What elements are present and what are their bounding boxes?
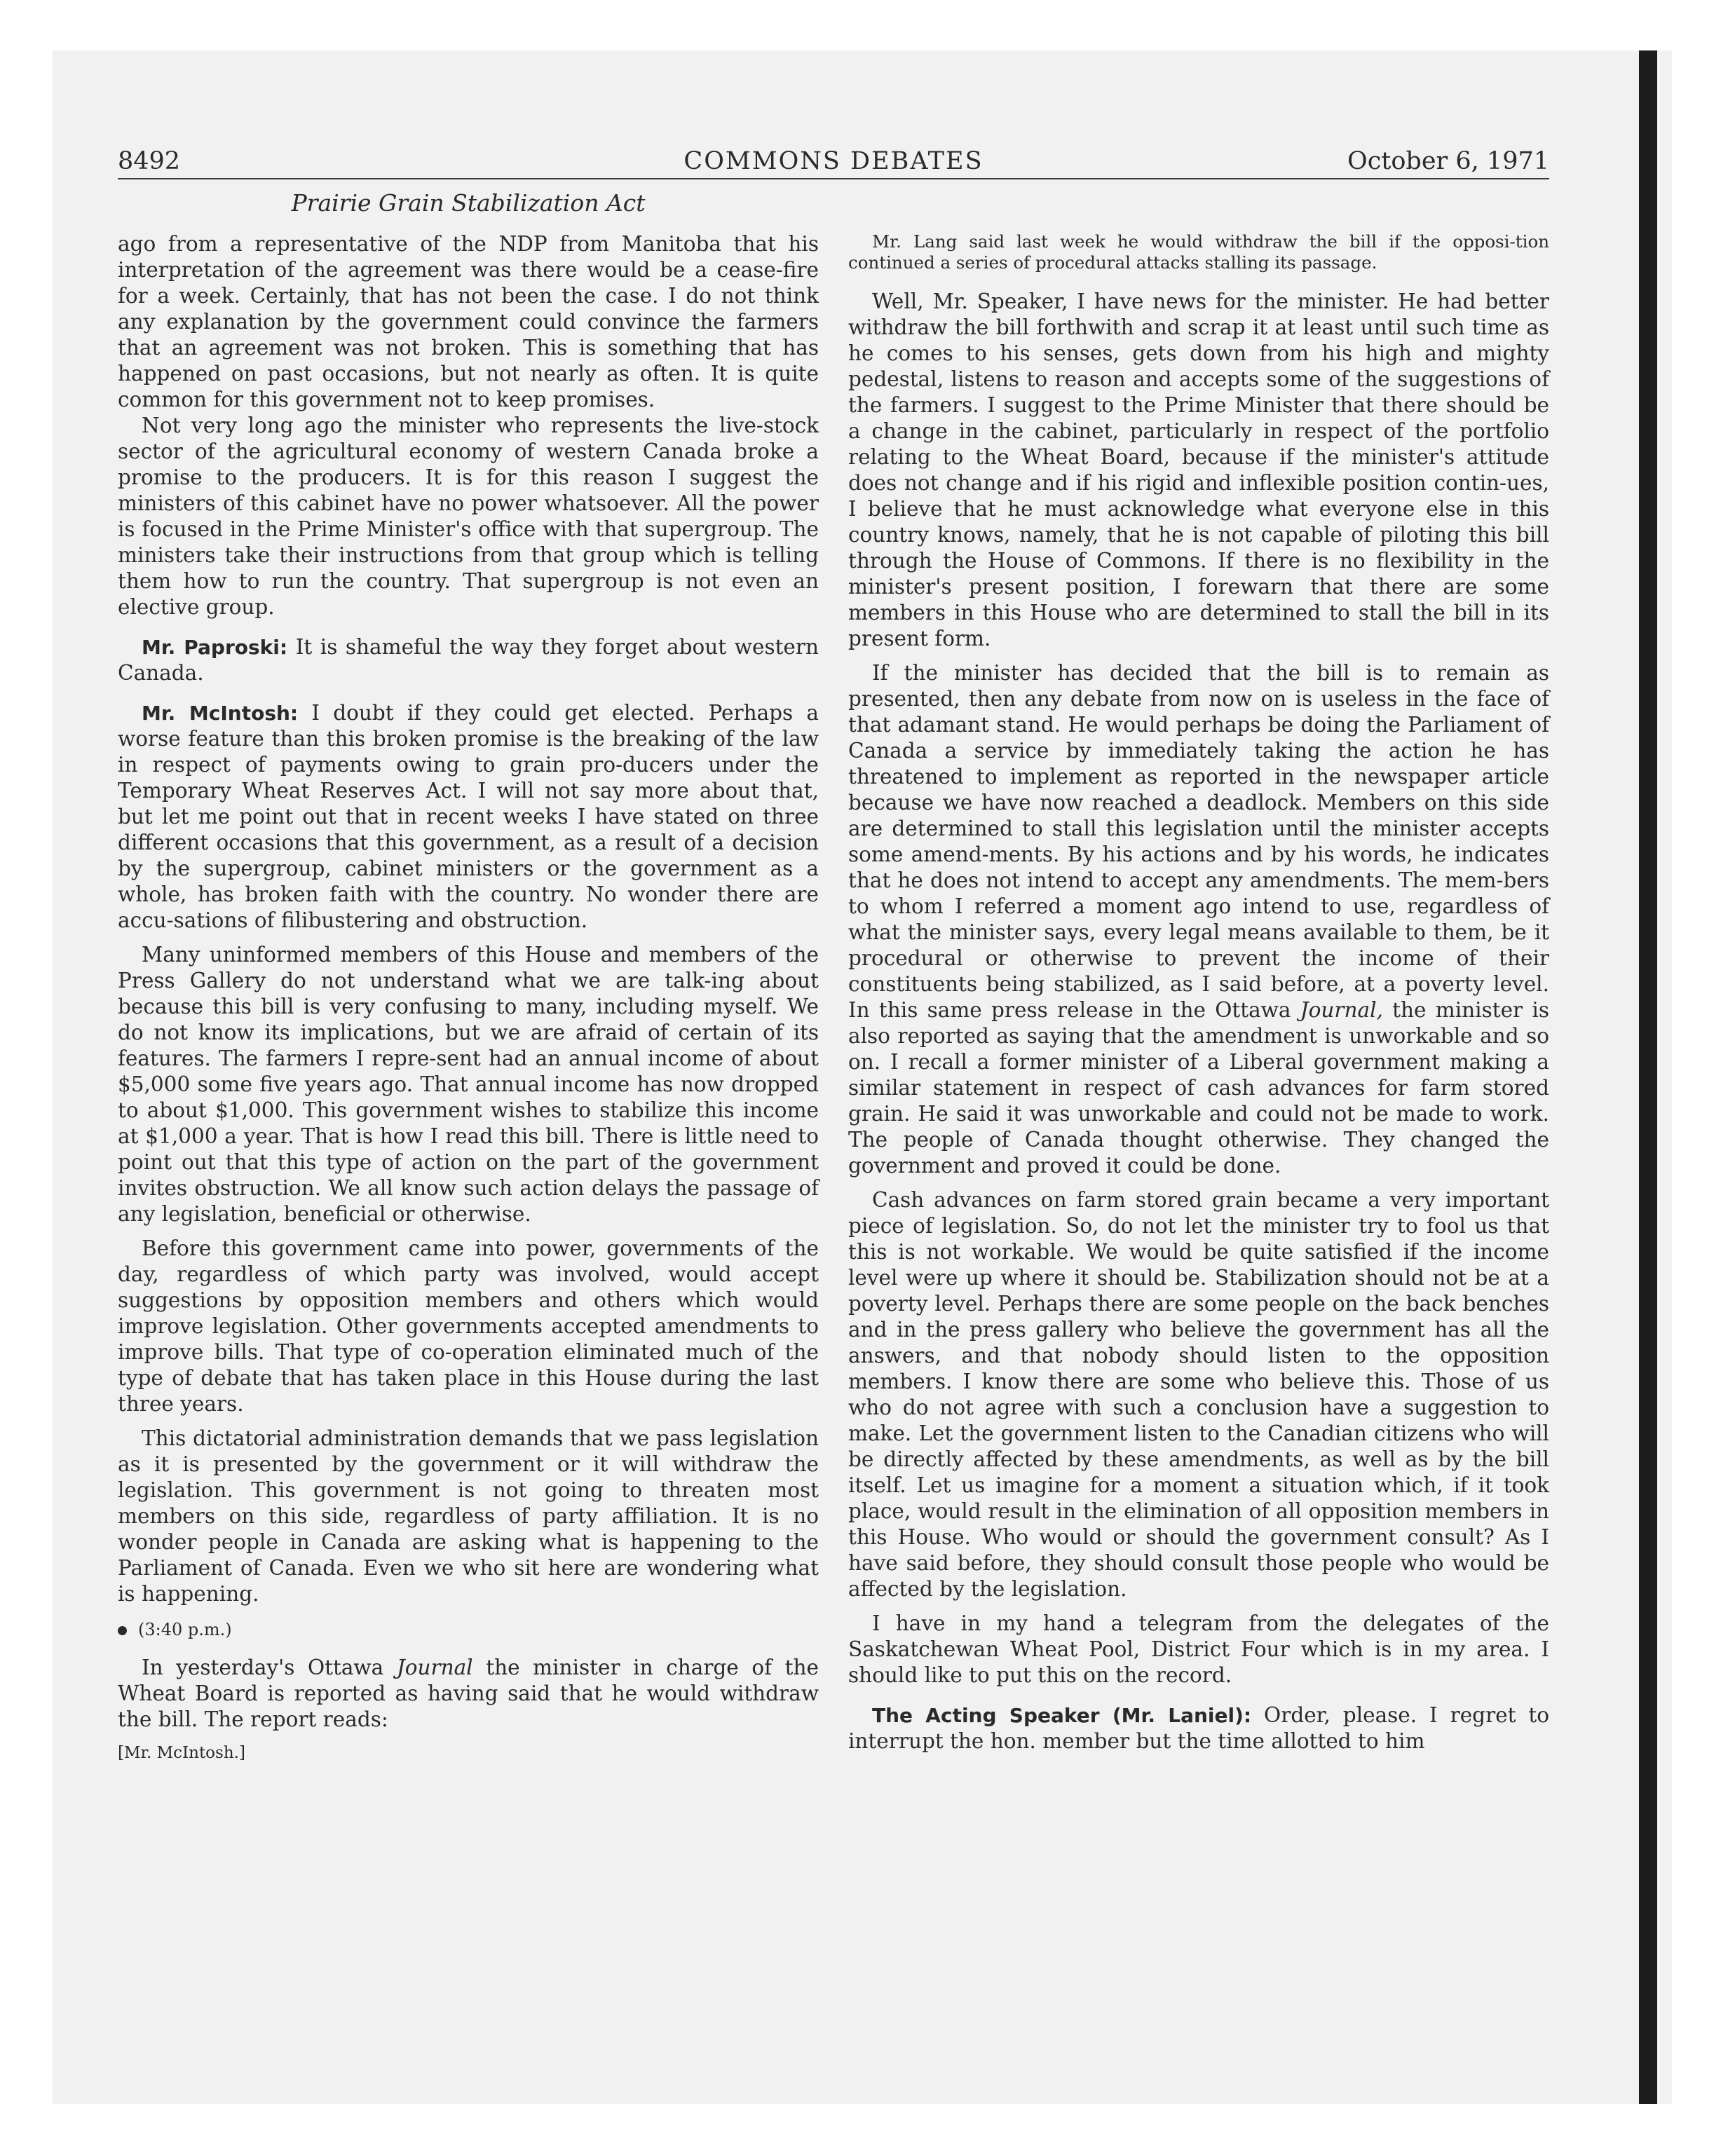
paragraph: ago from a representative of the NDP from Manitoba that his interpretation of the agreement was there would be a cease-fire for a week. Certainly, that has not been the case. I do not think any explanation by the government could convince the farmers that an agreement was not broken. This is something that has happened on past occasions, but not nearly as often. It is quite common for this government not to keep promises. (118, 232, 819, 411)
page-date: October 6, 1971 (1347, 147, 1549, 175)
speech-text: I doubt if they could get elected. Perhaps a worse feature than this broken promise is the breaking of the law in respect of payments owing to grain pro-ducers under the Temporary Wheat Reserves Act. I will not say more about that, but let me point out that in recent weeks I have stated on three different occasions that this government, as a result of a decision by the supergroup, cabinet ministers or the government as a whole, has broken faith with the country. No wonder there are accu-sations of filibustering and obstruction. (118, 701, 819, 932)
paragraph: Cash advances on farm stored grain became a very important piece of legislation. So, do not let the minister try to fool us that this is not workable. We would be quite satisfied if the income level were up where it should be. Stabilization should not be at a poverty level. Perhaps there are some people on the back benches and in the press gallery who believe the government has all the answers, and that nobody should listen to the opposition members. I know there are some who believe this. Those of us who do not agree with such a conclusion have a suggestion to make. Let the government listen to the Canadian citizens who will be directly affected by these amendments, as well as by the bill itself. Let us imagine for a moment a situation which, if it took place, would result in the elimination of all opposition members in this House. Who would or should the government consult? As I have said before, they should consult those people who would be affected by the legislation. (848, 1188, 1549, 1601)
paragraph (848, 660, 1549, 1179)
speech-text: It is shameful the way they forget about western Canada. (118, 635, 819, 685)
paragraph: I have in my hand a telegram from the delegates of the Saskatchewan Wheat Pool, District Four which is in my area. I should like to put this on the record. (848, 1611, 1549, 1687)
speaker-name: The Acting Speaker (Mr. Laniel): (872, 1704, 1252, 1727)
page-header (118, 142, 1549, 179)
text-run: If the minister has decided that the bill is to remain as presented, then any debate from now on is useless in the face of that adamant stand. He would perhaps be doing the Parliament of Canada a service by immediately taking the action he has threatened to implement as reported in the newspaper article because we have now reached a deadlock. Members on this side are determined to stall this legislation until the minister accepts some amend-ments. By his actions and by his words, he indicates that he does not intend to accept any amendments. The mem-bers to whom I referred a moment ago intend to use, regardless of what the minister says, every legal means available to them, be it procedural or otherwise to prevent the income of their constituents being stabilized, as I said before, at a poverty level. In this same press release in the Ottawa (848, 661, 1549, 1022)
paragraph (118, 1655, 819, 1733)
publication-title: COMMONS DEBATES (683, 147, 984, 175)
paragraph: Before this government came into power, governments of the day, regardless of which party was involved, would accept suggestions by opposition members and others which would improve legislation. Other governments accepted amendments to improve bills. That type of co-operation eliminated much of the type of debate that has taken place in this House during the last three years. (118, 1236, 819, 1416)
journal-name: Journal (396, 1656, 473, 1679)
paragraph: Not very long ago the minister who represents the live-stock sector of the agricultural economy of western Canada broke a promise to the producers. It is for this reason I suggest the ministers of this cabinet have no power whatsoever. All the power is focused in the Prime Minister's office with that supergroup. The ministers take their instructions from that group which is telling them how to run the country. That supergroup is not even an elective group. (118, 414, 819, 619)
time-marker (118, 1618, 819, 1641)
paragraph: Many uninformed members of this House and members of the Press Gallery do not understand what we are talk-ing about because this bill is very confusing to many, including myself. We do not know its implications, but we are afraid of certain of its features. The farmers I repre-sent had an annual income of about $5,000 some five years ago. That annual income has now dropped to about $1,000. This government wishes to stabilize this income at $1,000 a year. That is how I read this bill. There is little need to point out that this type of action on the part of the government invites obstruction. We all know such action delays the passage of any legislation, beneficial or otherwise. (118, 943, 819, 1226)
text-run: In yesterday's Ottawa (142, 1656, 384, 1679)
speaker-name: Mr. McIntosh: (142, 702, 299, 725)
speaker-paragraph (848, 1703, 1549, 1754)
text-run: the minister is also reported as saying that the amendment is unworkable and so on. I recall a former minister of a Liberal government making a similar statement in respect of cash advances for farm stored grain. He said it was unworkable and could not be made to work. The people of Canada thought otherwise. They changed the government and proved it could be done. (848, 998, 1549, 1178)
speech-text: Order, please. I regret to interrupt the hon. member but the time allotted to him (848, 1703, 1550, 1753)
page-number: 8492 (118, 147, 181, 175)
scan-edge-bar (1639, 50, 1657, 2104)
quoted-report: Mr. Lang said last week he would withdraw the bill if the opposi-tion continued a series of procedural attacks stalling its passage. (848, 231, 1549, 273)
journal-name: Journal, (1300, 998, 1383, 1022)
paragraph: This dictatorial administration demands that we pass legislation as it is presented by the government or it will withdraw the legislation. This government is not going to threaten most members on this side, regardless of party affiliation. It is no wonder people in Canada are asking what is happening to the Parliament of Canada. Even we who sit here are wondering what is happening. (118, 1426, 819, 1606)
text-run: the minister in charge of the Wheat Board is reported as having said that he would withdraw the bill. The report reads: (118, 1656, 819, 1731)
section-subheading: Prairie Grain Stabilization Act (291, 189, 646, 217)
speaker-paragraph (118, 634, 819, 686)
speaker-name: Mr. Paproski: (142, 636, 288, 659)
time-marker-text: (3:40 p.m.) (138, 1620, 232, 1639)
right-column (848, 231, 1549, 1754)
left-column (118, 231, 819, 1763)
bullet-icon (118, 1626, 127, 1635)
speaker-paragraph (118, 700, 819, 934)
paragraph: Well, Mr. Speaker, I have news for the minister. He had better withdraw the bill forthwith and scrap it at least until such time as he comes to his senses, gets down from his high and mighty pedestal, listens to reason and accepts some of the suggestions of the farmers. I suggest to the Prime Minister that there should be a change in the cabinet, particularly in respect of the portfolio relating to the Wheat Board, because if the minister's attitude does not change and if his rigid and inflexible position contin-ues, I believe that he must acknowledge what everyone else in this country knows, namely, that he is not capable of piloting this bill through the House of Commons. If there is no flexibility in the minister's present position, I forewarn that there are some members in this House who are determined to stall the bill in its present form. (848, 289, 1549, 650)
speaker-footnote: [Mr. McIntosh.] (118, 1744, 245, 1762)
